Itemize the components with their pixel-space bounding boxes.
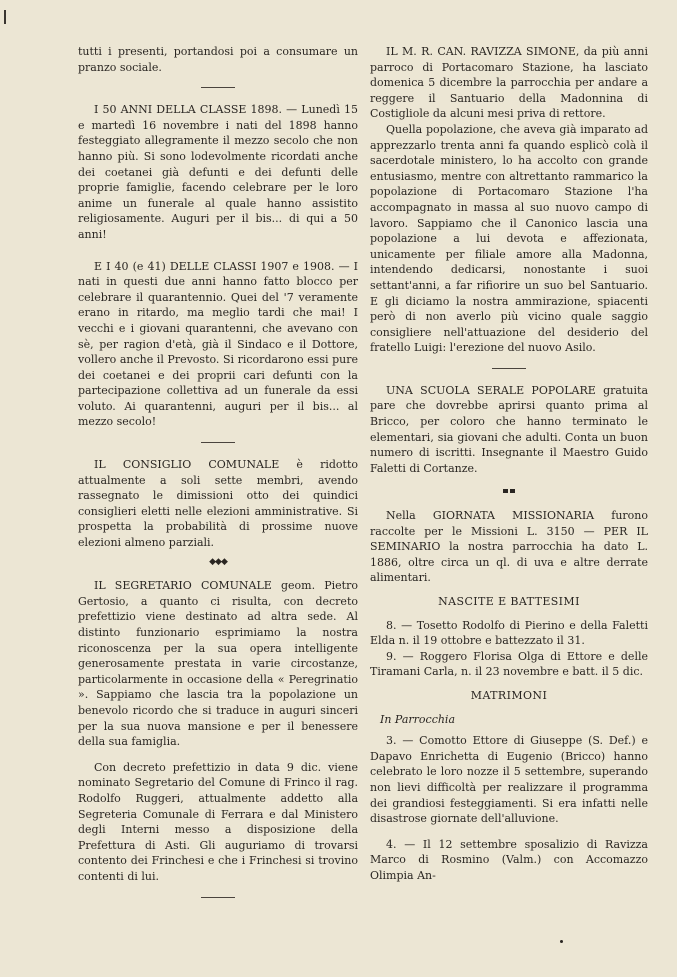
separator-rule	[201, 87, 235, 88]
article-classes-1907-1908: E I 40 (e 41) DELLE CLASSI 1907 e 1908. — I nati in questi due anni hanno fatto blocco per celebrare il quarantennio. Quei del '7 veramente erano in ritardo, ma meglio tardi che mai! I vecchi e i giovani quarantenni, che avevano con sè, per ragion d'età, già il Sindaco e il Dottore, vollero anche il Prevosto. Si ricordarono essi pure dei coetanei e dei proprii cari defunti con la partecipazione collettiva ad un funerale da essi voluto. Ai quarantenni, auguri per il bis... al mezzo secolo!	[78, 259, 358, 429]
article-class-1898: I 50 ANNI DELLA CLASSE 1898. — Lunedì 15 e martedì 16 novembre i nati del 1898 hanno festeggiato allegramente il mezzo secolo che non hanno più. Si sono lodevolmente ricordati anche dei coetanei già defunti e dei defunti delle proprie famiglie, facendo celebrare per le loro anime un funerale al quale hanno assistito religiosamente. Auguri per il bis... di qui a 50 anni!	[78, 103, 358, 241]
birth-entry: 8. — Tosetto Rodolfo di Pierino e della Faletti Elda n. il 19 ottobre e battezzato il 31.	[370, 618, 648, 648]
page-edge-mark	[4, 10, 6, 24]
separator-rule	[201, 897, 235, 898]
left-column	[78, 44, 358, 912]
article-town-council: IL CONSIGLIO COMUNALE è ridotto attualmente a soli sette membri, avendo rassegnato le dimissioni otto dei quindici consiglieri eletti nelle elezioni amministrative. Si prospetta la probabilità di prossime nuove elezioni almeno parziali.	[78, 458, 358, 550]
article-canon-ravizza-cont: Quella popolazione, che aveva già imparato ad apprezzarlo trenta anni fa quando esplicò colà il sacerdotale ministero, lo ha accolto con grande entusiasmo, mentre con altrettanto rammarico la popolazione di Portacomaro Stazione l'ha accompagnato in massa al suo nuovo campo di lavoro. Sappiamo che il Canonico lascia una popolazione a lui devota e affezionata, unicamente per filiale amore alla Madonna, intendendo dedicarsi, nonostante i suoi settant'anni, a far rifiorire un suo bel Santuario. E gli diciamo la nostra ammirazione, spiacenti però di non averlo più vicino quale saggio consigliere nell'attuazione del desiderio del fratello Luigi: l'erezione del nuovo Asilo.	[370, 122, 648, 355]
article-missionary-day: Nella GIORNATA MISSIONARIA furono raccolte per le Missioni L. 3150 — PER IL SEMINARIO la nostra parrocchia ha dato L. 1886, oltre circa un ql. di uva e altre derrate alimentari.	[370, 509, 648, 585]
birth-entry: 9. — Roggero Florisa Olga di Ettore e delle Tiramani Carla, n. il 23 novembre e batt. il 5 dic.	[370, 649, 648, 679]
article-town-secretary: IL SEGRETARIO COMUNALE geom. Pietro Gertosio, a quanto ci risulta, con decreto prefettizio viene destinato ad altra sede. Al distinto funzionario esprimiamo la nostra riconoscenza per la sua opera intelligente generosamente prestata in varie circostanze, particolarmente in occasione della « Peregrinatio ». Sappiamo che lascia tra la popolazione un benevolo ricordo che si traduce in auguri sinceri per la sua nuova mansione e per il benessere della sua famiglia.	[78, 579, 358, 749]
ornament-divider: ◆◆◆	[209, 556, 227, 567]
right-column	[370, 44, 648, 884]
separator-rule	[492, 368, 526, 369]
article-canon-ravizza: IL M. R. CAN. RAVIZZA SIMONE, da più anni parroco di Portacomaro Stazione, ha lasciato domenica 5 dicembre la parrocchia per andare a reggere il Santuario della Madonnina di Costigliole da alcuni mesi priva di rettore.	[370, 45, 648, 121]
marriage-entry: 3. — Comotto Ettore di Giuseppe (S. Def.) e Dapavo Enrichetta di Eugenio (Bricco) hanno celebrato le loro nozze il 5 settembre, superando non lievi difficoltà per realizzare il programma dei grandiosi festeggiamenti. Si era infatti nelle disastrose giornate dell'alluvione.	[370, 734, 648, 826]
article-new-secretary: Con decreto prefettizio in data 9 dic. viene nominato Segretario del Comune di Frinco il rag. Rodolfo Ruggeri, attualmente addetto alla Segreteria Comunale di Ferrara e dal Ministero degli Interni messo a disposizione della Prefettura di Asti. Gli auguriamo di trovarsi contento dei Frinchesi e che i Frinchesi si trovino contenti di lui.	[78, 760, 358, 883]
page-dot-mark	[560, 940, 563, 943]
square-ornament	[370, 482, 648, 498]
subheading-parish: In Parrocchia	[380, 712, 456, 726]
heading-marriages: MATRIMONI	[470, 688, 548, 702]
article-evening-school: UNA SCUOLA SERALE POPOLARE gratuita pare che dovrebbe aprirsi quanto prima al Bricco, per coloro che hanno terminato le elementari, sia giovani che adulti. Conta un buon numero di iscritti. Insegnante il Maestro Guido Faletti di Cortanze.	[370, 383, 648, 475]
article-banquet-end: tutti i presenti, portandosi poi a consumare un pranzo sociale.	[78, 45, 358, 74]
heading-births: NASCITE E BATTESIMI	[438, 595, 580, 608]
separator-rule	[201, 442, 235, 443]
marriage-entry: 4. — Il 12 settembre sposalizio di Ravizza Marco di Rosmino (Valm.) con Accomazzo Olimpia An-	[370, 837, 648, 882]
